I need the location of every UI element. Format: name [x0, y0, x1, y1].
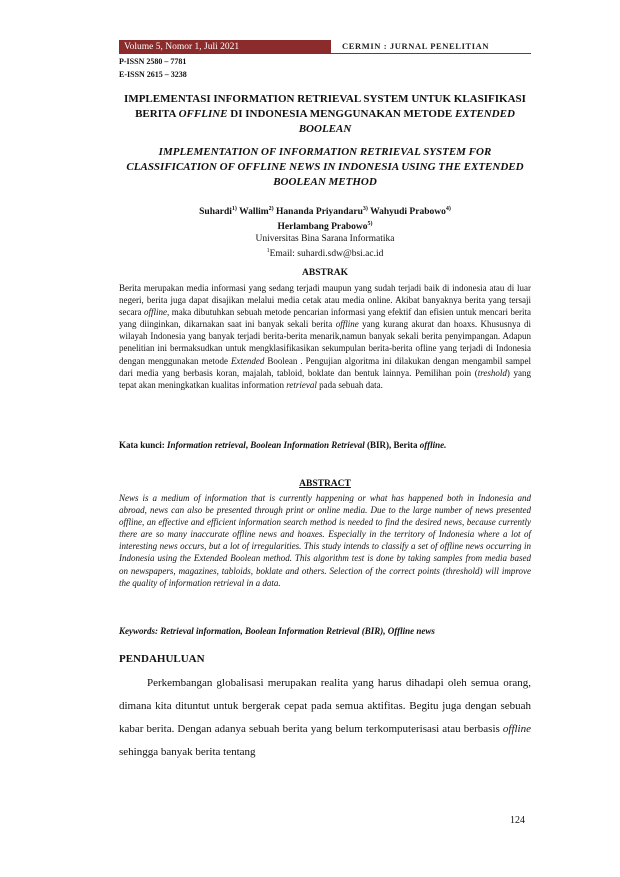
email-sup: 1: [266, 248, 270, 255]
header-rule: [119, 53, 531, 54]
author-2-sup: 2): [268, 206, 274, 212]
kw-4: offline.: [419, 440, 447, 450]
abstrak-p3-i: Extended: [230, 355, 265, 366]
title-id-method: EXTENDED BOOLEAN: [298, 108, 515, 135]
abstrak-p1-i: offline: [144, 307, 168, 318]
kw-2: Boolean Information Retrieval: [250, 440, 365, 450]
email-line: [119, 245, 531, 260]
pend-t1: Perkembangan globalisasi merupakan realita yang harus dihadapi oleh semua orang, dimana kita dituntut untuk bergerak cepat pada semua aktifitas. Begitu juga dengan sebuah kabar berita. Dengan adanya sebuah berita yang belum terkomputerisasi atau berbasis: [119, 677, 531, 735]
pendahuluan-text: [119, 672, 531, 764]
keywords-en: Keywords: Retrieval information, Boolean Information Retrieval (BIR), Offline news: [119, 626, 435, 636]
abstrak-p3: yang kurang akurat dan hoaxs. Khususnya di wilayah Indonesia yang banyak terjadi berita-berita menarik,namun banyak sekali berita penyimpangan. Adapun penelitian ini bermaksudkan untuk mengklasifikasikan sekumpulan berita-berita ofline yang terjadi di Indonesia dengan menggunakan metode: [119, 319, 531, 366]
author-1-sup: 1): [231, 206, 237, 212]
email: Email: suhardi.sdw@bsi.ac.id: [269, 249, 384, 260]
author-4-sup: 4): [445, 206, 451, 212]
pend-t1-i: offline: [502, 723, 531, 735]
p-issn: P-ISSN 2580 – 7781: [119, 57, 187, 66]
abstrak-p2-i: offline: [335, 319, 359, 330]
kata-kunci: [119, 439, 531, 451]
affiliation: Universitas Bina Sarana Informatika: [255, 234, 395, 245]
title-id-offline: OFFLINE: [178, 108, 228, 120]
title-english: IMPLEMENTATION OF INFORMATION RETRIEVAL SYSTEM FOR CLASSIFICATION OF OFFLINE NEWS IN INDONESIA USING THE EXTENDED BOOLEAN METHOD: [126, 146, 524, 188]
abstrak-heading: ABSTRAK: [302, 268, 348, 278]
abstrak-p5: ) yang tepat akan meningkatkan kualitas information: [119, 367, 531, 390]
title-indonesian: [119, 92, 531, 137]
abstrak-p1: Berita merupakan media informasi yang sedang terjadi maupun yang sudah terjadi baik di indonesia atau di luar negeri, berita juga dapat disajikan melalui media cetak atau media online. Akibat banyaknya berita yang tersaji secara: [119, 283, 531, 318]
abstrak-p4-i: treshold: [477, 367, 507, 378]
abstract-heading: ABSTRACT: [299, 479, 351, 489]
journal-name: CERMIN : JURNAL PENELITIAN: [342, 41, 490, 51]
kw-3: (BIR), Berita: [364, 440, 420, 450]
abstrak-p2: , maka dibutuhkan sebuah metode pencarian informasi yang efektif dan efisien untuk mencari berita yang diinginkan, dikarnakan saat ini banyak sekali berita: [119, 307, 531, 330]
pend-t2: sehingga banyak berita tentang: [119, 746, 256, 758]
author-4: Wahyudi Prabowo: [370, 207, 446, 218]
abstrak-p5-i: retrieval: [286, 379, 317, 390]
author-1: Suhardi: [199, 207, 232, 218]
e-issn: E-ISSN 2615 – 3238: [119, 70, 187, 79]
author-5: Herlambang Prabowo: [277, 222, 368, 233]
kw-label: Kata kunci:: [119, 440, 165, 450]
kw-sep: ,: [245, 440, 251, 450]
title-id-part1: IMPLEMENTASI INFORMATION RETRIEVAL SYSTEM UNTUK KLASIFIKASI BERITA: [124, 93, 526, 120]
volume-label: Volume 5, Nomor 1, Juli 2021: [124, 42, 240, 52]
pendahuluan-heading: PENDAHULUAN: [119, 653, 205, 665]
volume-banner: [119, 40, 331, 54]
abstract-text: News is a medium of information that is currently happening or what has happened both in Indonesia and abroad, news can also be presented through print or online media. Due to the large number of news presented offline, an effective and efficient information search method is needed to find the desired news, because currently there are so many inaccurate offline news and hoaxes. Especially in the territory of Indonesia where a lot of interesting news occurs, but a lot of irregularities. This study intends to classify a set of offline news occurring in Indonesia using the Extended Boolean method. This algorithm test is done by taking samples from media based on newspapers, magazines, tabloids, boklate and others. Selection of the correct points (threshold) will improve the quality of information retrieval in a data.: [119, 493, 531, 588]
author-3: Hananda Priyandaru: [276, 207, 363, 218]
author-2: Wallim: [239, 207, 269, 218]
abstrak-p4: Boolean . Pengujian algoritma ini dilakukan dengan mengambil sampel dari media yang berbasis koran, majalah, tabloid, boklate dan bentuk lainnya. Pemilihan poin (: [119, 355, 531, 378]
author-names: [119, 203, 531, 233]
author-block: [119, 203, 531, 260]
kw-1: Information retrieval: [164, 440, 246, 450]
title-id-part2: DI INDONESIA MENGGUNAKAN METODE: [227, 108, 455, 120]
abstrak-text: [119, 282, 531, 391]
author-5-sup: 5): [367, 221, 373, 228]
page-number: 124: [510, 815, 525, 826]
abstrak-p6: pada sebuah data.: [316, 379, 383, 390]
author-3-sup: 3): [362, 206, 368, 212]
